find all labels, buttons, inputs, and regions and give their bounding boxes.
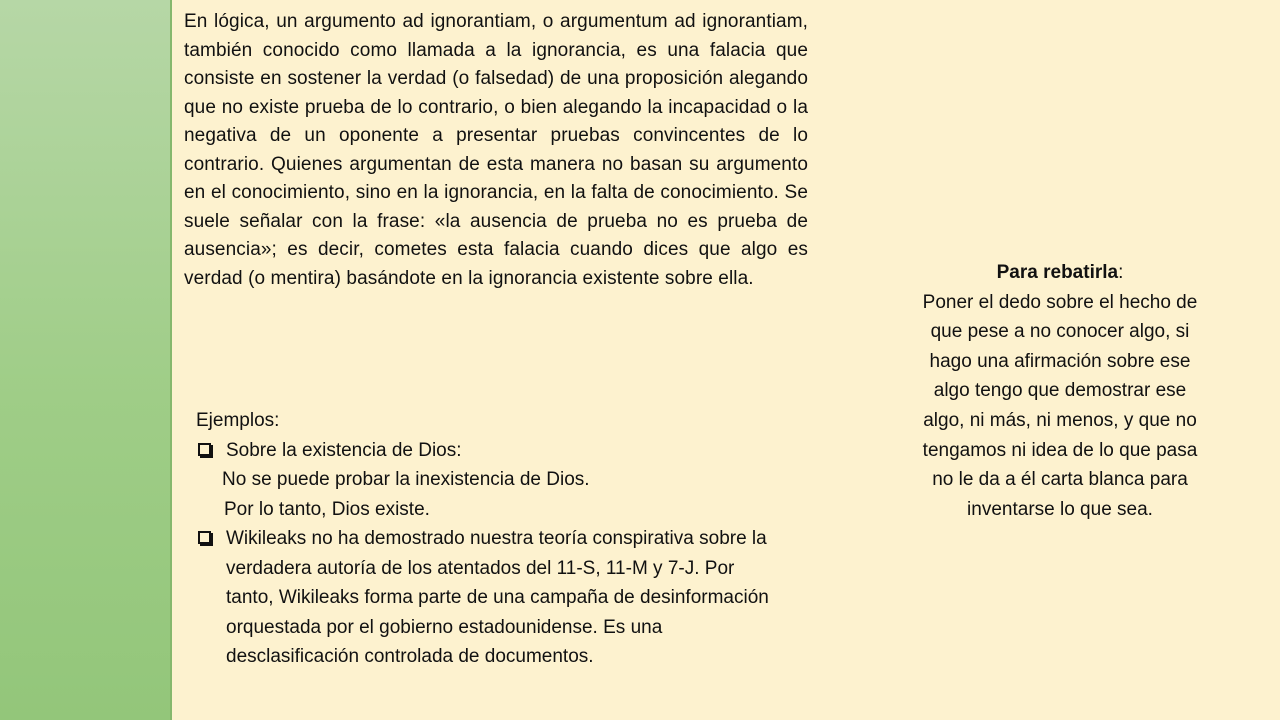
rebuttal-section: [912, 258, 1208, 524]
example-item-god-label: Sobre la existencia de Dios:: [226, 439, 462, 461]
rebuttal-title-colon: :: [1118, 262, 1124, 283]
example-item-god-line1: No se puede probar la inexistencia de Dios.: [222, 469, 590, 490]
rebuttal-body: Poner el dedo sobre el hecho de que pese a no conocer algo, si hago una afirmación sobre ese algo tengo que demostrar ese algo, ni más, ni menos, y que no tengamos ni idea de lo que pasa no le da a él carta blanca para inventarse lo que sea.: [922, 291, 1198, 520]
example-item-god: [196, 436, 786, 466]
definition-paragraph: En lógica, un argumento ad ignorantiam, o argumentum ad ignorantiam, también conocido como llamada a la ignorancia, es una falacia que consiste en sostener la verdad (o falsedad) de una proposición alegando que no existe prueba de lo contrario, o bien alegando la incapacidad o la negativa de un oponente a presentar pruebas convincentes de lo contrario. Quienes argumentan de esta manera no basan su argumento en el conocimiento, sino en la ignorancia, en la falta de conocimiento. Se suele señalar con la frase: «la ausencia de prueba no es prueba de ausencia»; es decir, cometes esta falacia cuando dices que algo es verdad (o mentira) basándote en la ignorancia existente sobre ella.: [184, 11, 808, 289]
examples-section: [196, 406, 786, 672]
rebuttal-title: Para rebatirla: [996, 262, 1119, 283]
example-item-god-line2: Por lo tanto, Dios existe.: [224, 498, 430, 520]
examples-title: Ejemplos:: [196, 410, 280, 431]
checkbox-bullet-icon: [198, 531, 211, 544]
checkbox-bullet-icon: [198, 443, 211, 456]
decorative-side-bar: [0, 0, 172, 720]
example-item-wikileaks-text: Wikileaks no ha demostrado nuestra teoría conspirativa sobre la verdadera autoría de los atentados del 11-S, 11-M y 7-J. Por tanto, Wikileaks forma parte de una campaña de desinformación orquestada por el gobierno estadounidense. Es una desclasificación controlada de documentos.: [226, 528, 769, 667]
example-item-wikileaks: [196, 524, 786, 672]
